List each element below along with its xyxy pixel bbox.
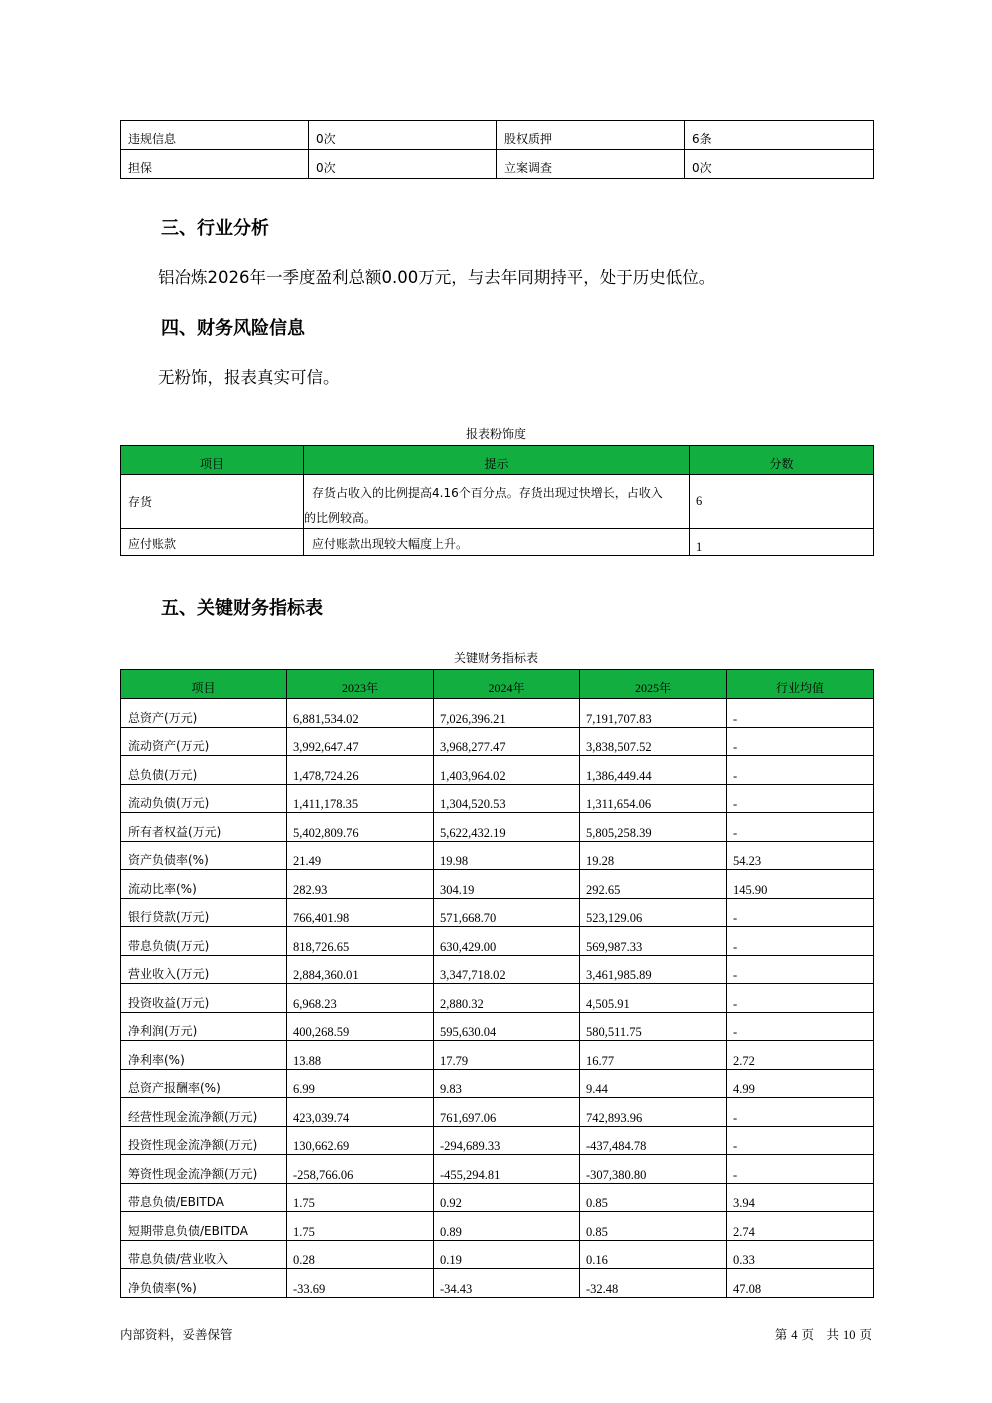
fin-2024-cell: 571,668.70 <box>434 898 580 927</box>
table-row <box>121 813 874 842</box>
smoothing-table-caption: 报表粉饰度 <box>465 427 526 441</box>
smoothing-header-hint: 提示 <box>304 446 690 475</box>
fin-2023-cell: 423,039.74 <box>287 1098 434 1127</box>
smoothing-score: 6 <box>690 475 874 529</box>
fin-header-2023: 2023年 <box>287 670 434 699</box>
fin-2025-cell: 9.44 <box>580 1069 727 1098</box>
fin-industry-avg-cell: - <box>727 898 874 927</box>
table-row <box>121 955 874 984</box>
fin-item-cell: 资产负债率(%) <box>121 841 287 870</box>
fin-item-cell: 总资产(万元) <box>121 699 287 728</box>
page-suffix: 页 <box>859 1327 872 1342</box>
fin-industry-avg-cell: 0.33 <box>727 1240 874 1269</box>
fin-industry-avg-cell: - <box>727 727 874 756</box>
fin-industry-avg-cell: 3.94 <box>727 1183 874 1212</box>
fin-2025-cell: 523,129.06 <box>580 898 727 927</box>
fin-2024-cell: 1,403,964.02 <box>434 756 580 785</box>
fin-item-cell: 投资收益(万元) <box>121 984 287 1013</box>
fin-2023-cell: 1.75 <box>287 1183 434 1212</box>
fin-2023-cell: 1,478,724.26 <box>287 756 434 785</box>
section3-text: 铝冶炼2026年一季度盈利总额0.00万元，与去年同期持平，处于历史低位。 <box>158 268 716 287</box>
smoothing-hint-line: 存货占收入的比例提高4.16个百分点。存货出现过快增长，占收入 <box>312 486 663 500</box>
fin-industry-avg-cell: 2.74 <box>727 1212 874 1241</box>
table-row <box>121 1240 874 1269</box>
fin-industry-avg-cell: 2.72 <box>727 1041 874 1070</box>
fin-item-cell: 带息负债(万元) <box>121 927 287 956</box>
fin-2023-cell: -258,766.06 <box>287 1155 434 1184</box>
fin-industry-avg-cell: 145.90 <box>727 870 874 899</box>
fin-2023-cell: 1,411,178.35 <box>287 784 434 813</box>
fin-2024-cell: 5,622,432.19 <box>434 813 580 842</box>
fin-item-cell: 流动负债(万元) <box>121 784 287 813</box>
fin-2025-cell: 3,461,985.89 <box>580 955 727 984</box>
fin-item-cell: 流动比率(%) <box>121 870 287 899</box>
footer-page-number <box>775 1325 872 1343</box>
fin-industry-avg-cell: - <box>727 784 874 813</box>
financial-table-caption: 关键财务指标表 <box>453 651 538 665</box>
risk-info-table <box>120 120 874 179</box>
fin-header-item: 项目 <box>121 670 287 699</box>
section4-text: 无粉饰，报表真实可信。 <box>158 368 340 387</box>
fin-item-cell: 短期带息负债/EBITDA <box>121 1212 287 1241</box>
fin-2025-cell: 292.65 <box>580 870 727 899</box>
fin-item-cell: 营业收入(万元) <box>121 955 287 984</box>
table-row <box>121 927 874 956</box>
fin-2025-cell: 3,838,507.52 <box>580 727 727 756</box>
fin-2024-cell: 3,347,718.02 <box>434 955 580 984</box>
fin-2025-cell: 19.28 <box>580 841 727 870</box>
fin-2023-cell: 0.28 <box>287 1240 434 1269</box>
fin-2024-cell: 595,630.04 <box>434 1012 580 1041</box>
table-row <box>121 150 874 179</box>
fin-2024-cell: 0.89 <box>434 1212 580 1241</box>
fin-2023-cell: 282.93 <box>287 870 434 899</box>
fin-item-cell: 带息负债/EBITDA <box>121 1183 287 1212</box>
fin-item-cell: 净利润(万元) <box>121 1012 287 1041</box>
fin-2025-cell: -307,380.80 <box>580 1155 727 1184</box>
fin-2024-cell: -294,689.33 <box>434 1126 580 1155</box>
smoothing-table <box>120 445 874 556</box>
smoothing-header-score: 分数 <box>690 446 874 475</box>
table-row <box>121 727 874 756</box>
risk-value-cell: 0次 <box>309 121 497 150</box>
fin-industry-avg-cell: 54.23 <box>727 841 874 870</box>
fin-industry-avg-cell: - <box>727 955 874 984</box>
financial-indicators-table <box>120 669 874 1298</box>
fin-item-cell: 流动资产(万元) <box>121 727 287 756</box>
fin-2024-cell: 0.92 <box>434 1183 580 1212</box>
fin-industry-avg-cell: - <box>727 1126 874 1155</box>
fin-2025-cell: 16.77 <box>580 1041 727 1070</box>
table-row <box>121 841 874 870</box>
fin-2025-cell: 0.85 <box>580 1183 727 1212</box>
fin-2024-cell: 2,880.32 <box>434 984 580 1013</box>
section3-heading: 三、行业分析 <box>161 218 269 239</box>
fin-item-cell: 筹资性现金流净额(万元) <box>121 1155 287 1184</box>
fin-2024-cell: 761,697.06 <box>434 1098 580 1127</box>
fin-2025-cell: 0.16 <box>580 1240 727 1269</box>
fin-industry-avg-cell: - <box>727 1155 874 1184</box>
fin-item-cell: 银行贷款(万元) <box>121 898 287 927</box>
fin-2023-cell: 818,726.65 <box>287 927 434 956</box>
fin-2025-cell: 580,511.75 <box>580 1012 727 1041</box>
fin-2024-cell: 9.83 <box>434 1069 580 1098</box>
smoothing-hint: 应付账款出现较大幅度上升。 <box>304 529 690 556</box>
table-row <box>121 898 874 927</box>
table-row <box>121 699 874 728</box>
fin-industry-avg-cell: - <box>727 813 874 842</box>
fin-2023-cell: 2,884,360.01 <box>287 955 434 984</box>
fin-2024-cell: 19.98 <box>434 841 580 870</box>
section4-heading: 四、财务风险信息 <box>161 318 305 339</box>
fin-2025-cell: -32.48 <box>580 1269 727 1298</box>
fin-2025-cell: 1,386,449.44 <box>580 756 727 785</box>
fin-2024-cell: 3,968,277.47 <box>434 727 580 756</box>
fin-2025-cell: 742,893.96 <box>580 1098 727 1127</box>
table-row <box>121 1183 874 1212</box>
fin-2025-cell: -437,484.78 <box>580 1126 727 1155</box>
table-row <box>121 784 874 813</box>
fin-2023-cell: 6.99 <box>287 1069 434 1098</box>
fin-2025-cell: 569,987.33 <box>580 927 727 956</box>
fin-2024-cell: 7,026,396.21 <box>434 699 580 728</box>
fin-industry-avg-cell: 47.08 <box>727 1269 874 1298</box>
fin-header-2025: 2025年 <box>580 670 727 699</box>
table-row <box>121 1269 874 1298</box>
fin-industry-avg-cell: - <box>727 699 874 728</box>
fin-2023-cell: 6,968.23 <box>287 984 434 1013</box>
fin-2025-cell: 4,505.91 <box>580 984 727 1013</box>
risk-value-cell: 0次 <box>685 150 874 179</box>
fin-2023-cell: 766,401.98 <box>287 898 434 927</box>
table-row <box>121 1012 874 1041</box>
fin-header-2024: 2024年 <box>434 670 580 699</box>
fin-2025-cell: 0.85 <box>580 1212 727 1241</box>
table-row <box>121 529 874 556</box>
fin-2024-cell: -34.43 <box>434 1269 580 1298</box>
fin-2023-cell: 3,992,647.47 <box>287 727 434 756</box>
table-row <box>121 1126 874 1155</box>
fin-2025-cell: 7,191,707.83 <box>580 699 727 728</box>
fin-item-cell: 净负债率(%) <box>121 1269 287 1298</box>
fin-2023-cell: 1.75 <box>287 1212 434 1241</box>
risk-label-cell: 违规信息 <box>121 121 309 150</box>
fin-industry-avg-cell: - <box>727 1098 874 1127</box>
smoothing-item: 应付账款 <box>121 529 304 556</box>
table-row <box>121 1069 874 1098</box>
table-row <box>121 756 874 785</box>
fin-2023-cell: 130,662.69 <box>287 1126 434 1155</box>
risk-label-cell: 立案调查 <box>497 150 685 179</box>
risk-value-cell: 0次 <box>309 150 497 179</box>
table-row <box>121 121 874 150</box>
fin-2023-cell: 5,402,809.76 <box>287 813 434 842</box>
page-mid: 页 共 <box>801 1327 840 1342</box>
fin-2024-cell: 304.19 <box>434 870 580 899</box>
page-prefix: 第 <box>774 1327 788 1342</box>
fin-2023-cell: 13.88 <box>287 1041 434 1070</box>
table-row <box>121 1155 874 1184</box>
page-total: 10 <box>843 1328 856 1342</box>
fin-2024-cell: 630,429.00 <box>434 927 580 956</box>
fin-2024-cell: 1,304,520.53 <box>434 784 580 813</box>
smoothing-item: 存货 <box>121 475 304 529</box>
footer-confidential-note: 内部资料，妥善保管 <box>120 1327 233 1342</box>
fin-industry-avg-cell: - <box>727 756 874 785</box>
fin-industry-avg-cell: - <box>727 1012 874 1041</box>
fin-industry-avg-cell: - <box>727 984 874 1013</box>
fin-2023-cell: 400,268.59 <box>287 1012 434 1041</box>
fin-2025-cell: 1,311,654.06 <box>580 784 727 813</box>
fin-2024-cell: 17.79 <box>434 1041 580 1070</box>
fin-2023-cell: 21.49 <box>287 841 434 870</box>
fin-item-cell: 所有者权益(万元) <box>121 813 287 842</box>
fin-item-cell: 总资产报酬率(%) <box>121 1069 287 1098</box>
smoothing-score: 1 <box>690 529 874 556</box>
table-row <box>121 984 874 1013</box>
table-row <box>121 475 874 529</box>
fin-industry-avg-cell: 4.99 <box>727 1069 874 1098</box>
risk-label-cell: 股权质押 <box>497 121 685 150</box>
fin-2025-cell: 5,805,258.39 <box>580 813 727 842</box>
table-row <box>121 870 874 899</box>
smoothing-hint-line: 的比例较高。 <box>304 511 377 525</box>
fin-2024-cell: -455,294.81 <box>434 1155 580 1184</box>
risk-label-cell: 担保 <box>121 150 309 179</box>
fin-industry-avg-cell: - <box>727 927 874 956</box>
page-current: 4 <box>791 1328 798 1342</box>
fin-item-cell: 净利率(%) <box>121 1041 287 1070</box>
fin-item-cell: 经营性现金流净额(万元) <box>121 1098 287 1127</box>
fin-item-cell: 总负债(万元) <box>121 756 287 785</box>
risk-value-cell: 6条 <box>685 121 874 150</box>
smoothing-hint <box>304 475 690 529</box>
table-row <box>121 1212 874 1241</box>
section5-heading: 五、关键财务指标表 <box>161 598 323 619</box>
fin-2024-cell: 0.19 <box>434 1240 580 1269</box>
table-row <box>121 1098 874 1127</box>
fin-item-cell: 带息负债/营业收入 <box>121 1240 287 1269</box>
fin-header-industry-avg: 行业均值 <box>727 670 874 699</box>
table-row <box>121 1041 874 1070</box>
fin-item-cell: 投资性现金流净额(万元) <box>121 1126 287 1155</box>
fin-2023-cell: -33.69 <box>287 1269 434 1298</box>
smoothing-header-item: 项目 <box>121 446 304 475</box>
fin-2023-cell: 6,881,534.02 <box>287 699 434 728</box>
